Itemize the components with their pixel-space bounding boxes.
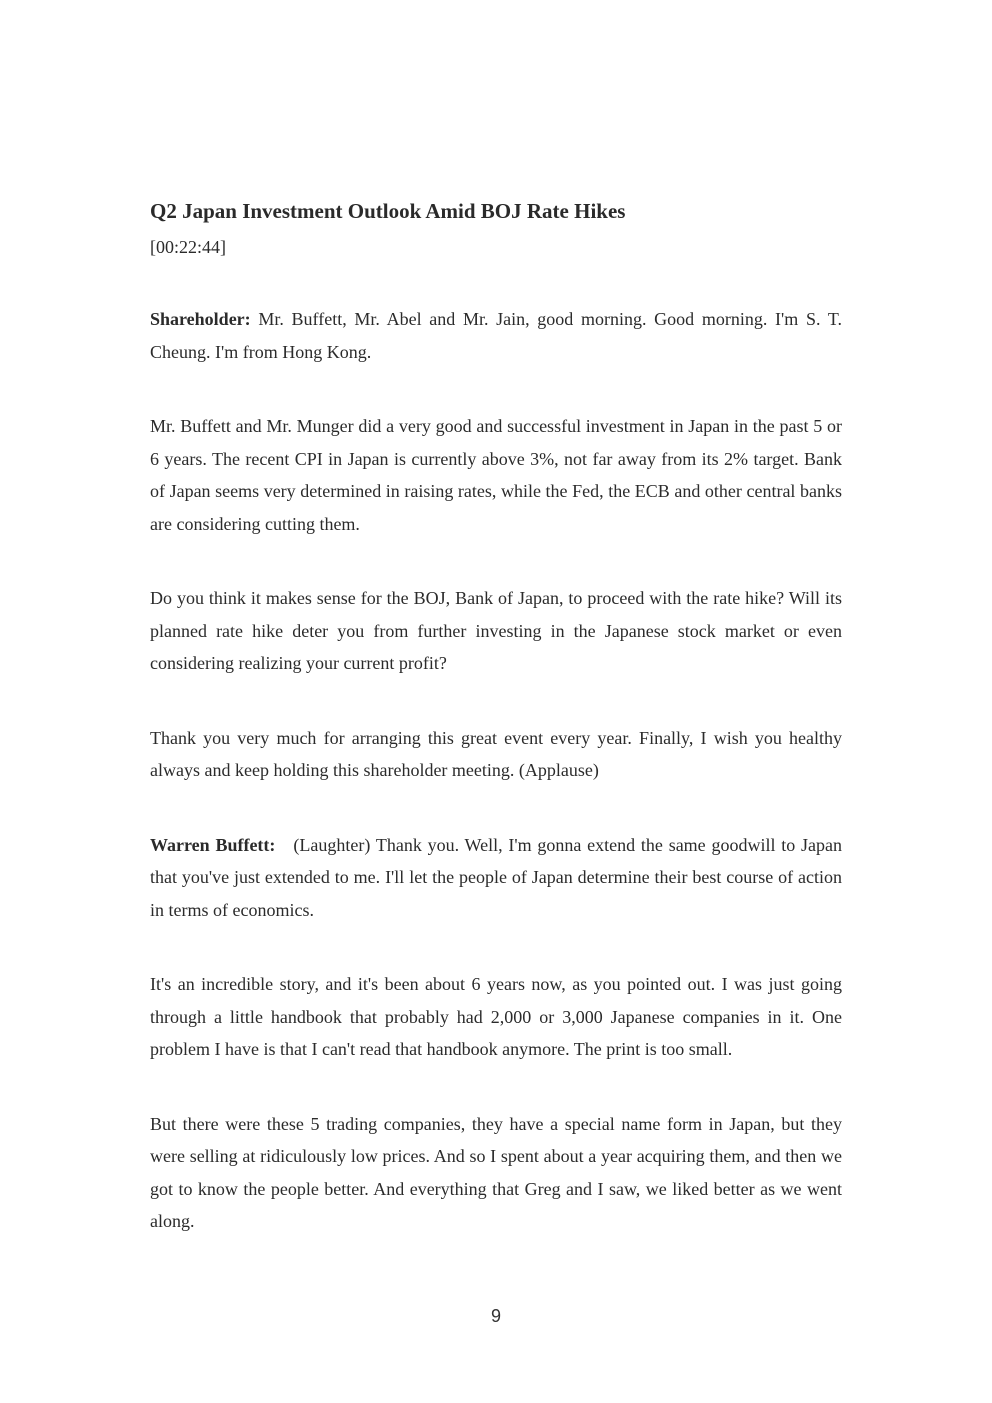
timestamp: [00:22:44] <box>150 237 226 257</box>
section-heading: Q2 Japan Investment Outlook Amid BOJ Rate Hikes <box>150 199 626 223</box>
paragraph-text: Do you think it makes sense for the BOJ, Bank of Japan, to proceed with the rate hike? Will its planned rate hike deter you from further investing in the Japanese stock market or even considering realizing your current profit? <box>150 588 842 673</box>
paragraph-text: Thank you very much for arranging this great event every year. Finally, I wish you healthy always and keep holding this shareholder meeting. (Applause) <box>150 727 842 780</box>
paragraph-text: Mr. Buffett and Mr. Munger did a very good and successful investment in Japan in the past 5 or 6 years. The recent CPI in Japan is currently above 3%, not far away from its 2% target. Bank of Japan seems very determined in raising rates, while the Fed, the ECB and other central banks are considering cutting them. <box>150 416 842 534</box>
paragraph-text: (Laughter) Thank you. Well, I'm gonna extend the same goodwill to Japan that you've just extended to me. I'll let the people of Japan determine their best course of action in terms of economics. <box>150 834 842 920</box>
paragraph-text: But there were these 5 trading companies, they have a special name form in Japan, but they were selling at ridiculously low prices. And so I spent about a year acquiring them, and then we got to know the people better. And everything that Greg and I saw, we liked better as we went along. <box>150 1113 842 1231</box>
speaker-label: Warren Buffett: <box>150 834 276 855</box>
paragraph-question <box>150 582 842 680</box>
page-number: 9 <box>490 1306 501 1326</box>
paragraph-handbook-story <box>150 968 842 1066</box>
paragraph-text: Mr. Buffett, Mr. Abel and Mr. Jain, good morning. Good morning. I'm S. T. Cheung. I'm from Hong Kong. <box>150 309 842 362</box>
paragraph-text: It's an incredible story, and it's been about 6 years now, as you pointed out. I was just going through a little handbook that probably had 2,000 or 3,000 Japanese companies in it. One problem I have is that I can't read that handbook anymore. The print is too small. <box>150 974 842 1059</box>
paragraph-buffett-reply <box>150 829 842 927</box>
document-body <box>150 195 842 1238</box>
paragraph-shareholder-intro <box>150 303 842 368</box>
paragraph-investment-context <box>150 410 842 540</box>
speaker-label: Shareholder: <box>150 309 251 329</box>
paragraph-thanks <box>150 722 842 787</box>
paragraph-trading-companies <box>150 1108 842 1238</box>
